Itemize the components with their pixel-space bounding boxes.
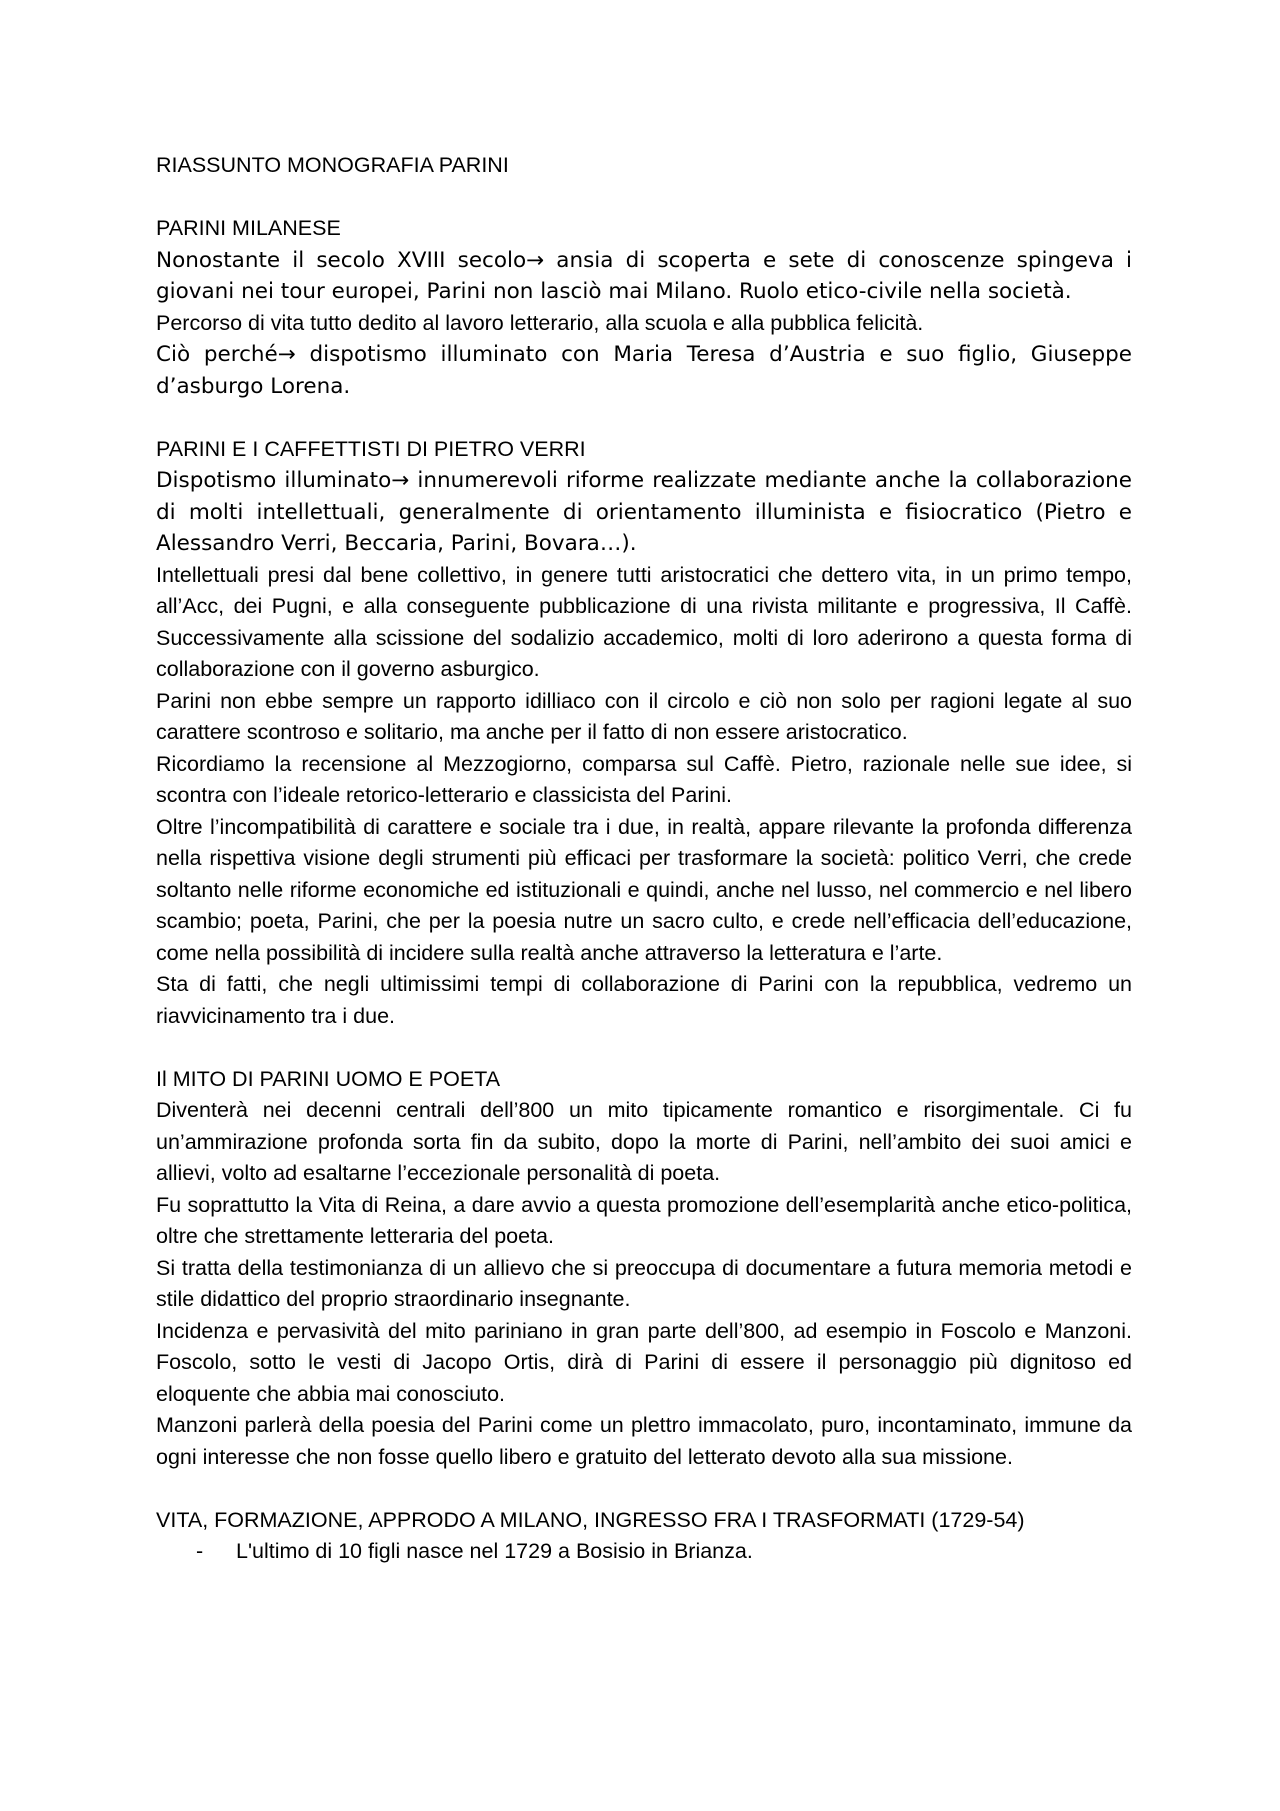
- document-title: RIASSUNTO MONOGRAFIA PARINI: [156, 153, 509, 177]
- section-heading: Il MITO DI PARINI UOMO E POETA: [156, 1066, 501, 1091]
- paragraph: Si tratta della testimonianza di un allievo che si preoccupa di documentare a futura memoria metodi e stile didattico del proprio straordinario insegnante.: [156, 1255, 1132, 1311]
- section-mito-parini: [156, 1064, 1132, 1474]
- paragraph: Parini non ebbe sempre un rapporto idilliaco con il circolo e ciò non solo per ragioni legate al suo carattere scontroso e solitario, ma anche per il fatto di non essere aristocratico.: [156, 688, 1132, 744]
- section-parini-milanese: [156, 213, 1132, 402]
- paragraph: Percorso di vita tutto dedito al lavoro letterario, alla scuola e alla pubblica felicità.: [156, 310, 924, 335]
- spacer: [156, 402, 1132, 434]
- section-heading: PARINI E I CAFFETTISTI DI PIETRO VERRI: [156, 436, 586, 461]
- paragraph: Dispotismo illuminato→ innumerevoli riforme realizzate mediante anche la collaborazione di molti intellettuali, generalmente di orientamento illuminista e fisiocratico (Pietro e Alessandro Verri, Beccaria, Parini, Bovara…).: [156, 468, 1132, 556]
- paragraph: Manzoni parlerà della poesia del Parini come un plettro immacolato, puro, incontaminato, immune da ogni interesse che non fosse quello libero e gratuito del letterato devoto alla sua missione.: [156, 1413, 1132, 1469]
- paragraph: Incidenza e pervasività del mito pariniano in gran parte dell’800, ad esempio in Foscolo e Manzoni. Foscolo, sotto le vesti di Jacopo Ortis, dirà di Parini di essere il personaggio più dignitoso ed eloquente che abbia mai conosciuto.: [156, 1318, 1132, 1406]
- section-vita-formazione: [156, 1505, 1132, 1568]
- section-caffettisti: [156, 434, 1132, 1033]
- paragraph: Fu soprattutto la Vita di Reina, a dare avvio a questa promozione dell’esemplarità anche etico-politica, oltre che strettamente letteraria del poeta.: [156, 1192, 1132, 1248]
- list-item-text: L'ultimo di 10 figli nasce nel 1729 a Bosisio in Brianza.: [236, 1539, 753, 1563]
- paragraph: Nonostante il secolo XVIII secolo→ ansia di scoperta e sete di conoscenze spingeva i giovani nei tour europei, Parini non lasciò mai Milano. Ruolo etico-civile nella società.: [156, 247, 1132, 304]
- spacer: [156, 182, 1132, 214]
- section-heading: VITA, FORMAZIONE, APPRODO A MILANO, INGRESSO FRA I TRASFORMATI (1729-54): [156, 1507, 1025, 1532]
- paragraph: Intellettuali presi dal bene collettivo, in genere tutti aristocratici che dettero vita, in un primo tempo, all’Acc, dei Pugni, e alla conseguente pubblicazione di una rivista militante e progressiva, Il Caffè. Successivamente alla scissione del sodalizio accademico, molti di loro aderirono a questa forma di collaborazione con il governo asburgico.: [156, 562, 1132, 681]
- section-heading: PARINI MILANESE: [156, 216, 341, 240]
- paragraph: Oltre l’incompatibilità di carattere e sociale tra i due, in realtà, appare rilevante la profonda differenza nella rispettiva visione degli strumenti più efficaci per trasformare la società: politico Verri, che crede soltanto nelle riforme economiche ed istituzionali e quindi, anche nel lusso, nel commercio e nel libero scambio; poeta, Parini, che per la poesia nutre un sacro culto, e crede nell’efficacia dell’educazione, come nella possibilità di incidere sulla realtà anche attraverso la letteratura e l’arte.: [156, 814, 1132, 965]
- document-page: [156, 150, 1132, 1568]
- spacer: [156, 1032, 1132, 1064]
- spacer: [156, 1473, 1132, 1505]
- list-item: [156, 1536, 1132, 1568]
- paragraph: Sta di fatti, che negli ultimissimi tempi di collaborazione di Parini con la repubblica, vedremo un riavvicinamento tra i due.: [156, 972, 1132, 1028]
- paragraph: Ricordiamo la recensione al Mezzogiorno, comparsa sul Caffè. Pietro, razionale nelle sue idee, si scontra con l’ideale retorico-letterario e classicista del Parini.: [156, 751, 1132, 807]
- paragraph: Ciò perché→ dispotismo illuminato con Maria Teresa d’Austria e suo figlio, Giuseppe d’asburgo Lorena.: [156, 342, 1132, 399]
- list-marker: -: [196, 1539, 204, 1563]
- paragraph: Diventerà nei decenni centrali dell’800 un mito tipicamente romantico e risorgimentale. Ci fu un’ammirazione profonda sorta fin da subito, dopo la morte di Parini, nell’ambito dei suoi amici e allievi, volto ad esaltarne l’eccezionale personalità di poeta.: [156, 1098, 1132, 1185]
